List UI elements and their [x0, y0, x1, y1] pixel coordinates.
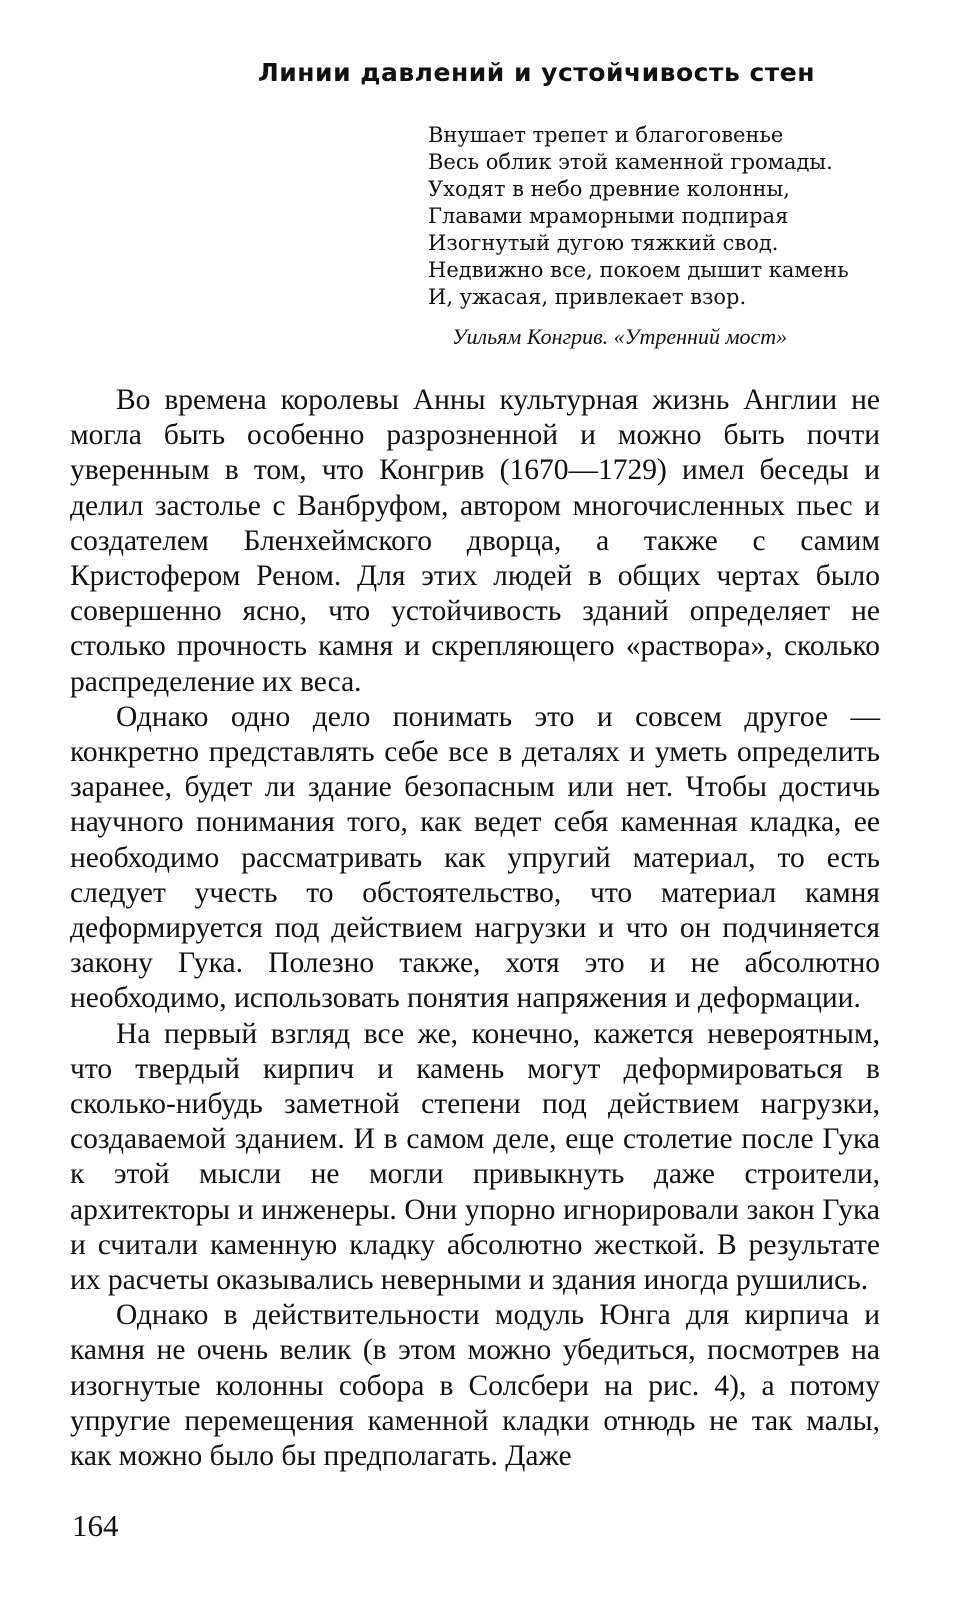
- epigraph-line: И, ужасая, привлекает взор.: [428, 285, 747, 309]
- chapter-heading: Линии давлений и устойчивость стен: [258, 58, 816, 87]
- epigraph-line: Уходят в небо древние колонны,: [428, 177, 790, 201]
- paragraph: Во времена королевы Анны культурная жизнь Англии не могла быть особенно разрозненной и можно быть почти уверенным в том, что Конгрив (1670—1729) имел беседы и делил застолье с Ванбруфом, автором многочисленных пьес и создателем Бленхеймского дворца, а также с самим Кристофером Реном. Для этих людей в общих чертах было совершенно ясно, что устойчивость зданий определяет не столько прочность камня и скрепляющего «раствора», сколько распределение их веса.: [70, 384, 880, 698]
- paragraph: На первый взгляд все же, конечно, кажется невероятным, что твердый кирпич и камень могут деформироваться в сколько-нибудь заметной степени под действием нагрузки, создаваемой зданием. И в самом деле, еще столетие после Гука к этой мысли не могли привыкнуть даже строители, архитекторы и инженеры. Они упорно игнорировали закон Гука и считали каменную кладку абсолютно жесткой. В результате их расчеты оказывались неверными и здания иногда рушились.: [70, 1017, 880, 1297]
- epigraph-poem: [428, 122, 898, 311]
- epigraph-line: Изогнутый дугою тяжкий свод.: [428, 231, 779, 255]
- epigraph-attribution: Уильям Конгрив. «Утренний мост»: [452, 324, 788, 349]
- paragraph: Однако в действительности модуль Юнга для кирпича и камня не очень велик (в этом можно убедиться, посмотрев на изогнутые колонны собора в Солсбери на рис. 4), а потому упругие перемещения каменной кладки отнюдь не так малы, как можно было бы предполагать. Даже: [70, 1299, 880, 1473]
- epigraph-line: Весь облик этой каменной громады.: [428, 150, 833, 174]
- page-number: 164: [72, 1508, 119, 1543]
- epigraph-line: Недвижно все, покоем дышит камень: [428, 258, 849, 282]
- paragraph: Однако одно дело понимать это и совсем другое — конкретно представлять себе все в деталях и уметь определить заранее, будет ли здание безопасным или нет. Чтобы достичь научного понимания того, как ведет себя каменная кладка, ее необходимо рассматривать как упругий материал, то есть следует учесть то обстоятельство, что материал камня деформируется под действием нагрузки и что он подчиняется закону Гука. Полезно также, хотя это и не абсолютно необходимо, использовать понятия напряжения и деформации.: [70, 700, 880, 1015]
- body-text: [70, 383, 880, 1474]
- epigraph-line: Главами мраморными подпирая: [428, 204, 789, 228]
- epigraph-line: Внушает трепет и благоговенье: [428, 123, 784, 147]
